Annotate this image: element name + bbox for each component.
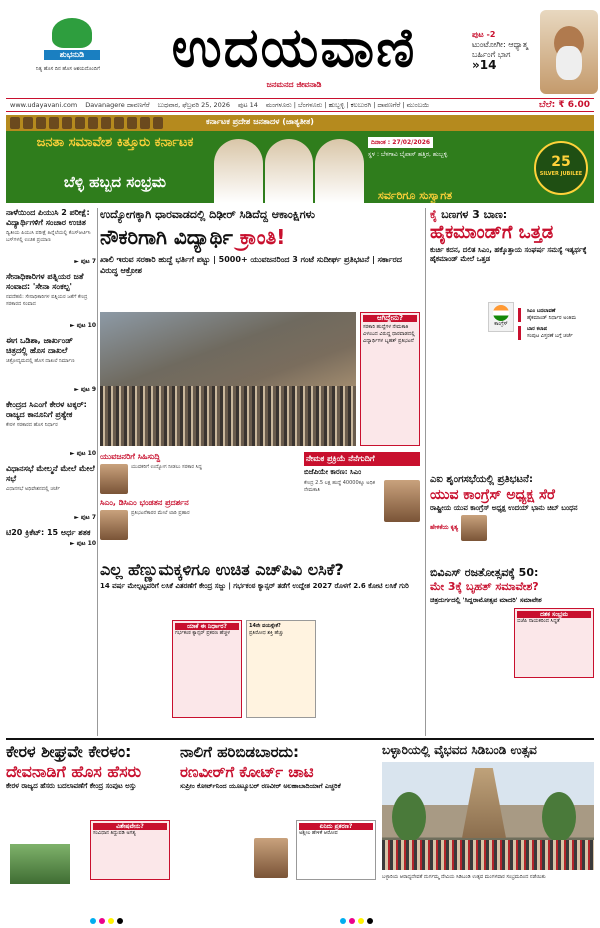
quote-heading: ಸಿಎಂ ಬದಲಾವಣೆ <box>527 308 556 314</box>
festival-photo <box>382 762 594 870</box>
ranveer-box-heading: ಏನಿದು ಪ್ರಕರಣ? <box>299 823 373 830</box>
ai-kicker: ಎಐ ಶೃಂಗಸಭೆಯಲ್ಲಿ ಪ್ರತಿಭಟನೆ: <box>430 474 533 485</box>
bvs-headline-accent: ಮೇ 3ಕ್ಕೆ ಬೃಹತ್ ಸಮಾವೇಶ? <box>430 580 539 593</box>
festival-caption: ಬಳ್ಳಾರಿಯ ಆರಾಧ್ಯದೇವತೆ ದುರ್ಗಮ್ಮ ದೇವಿಯ ಸಿಡಿಬಂಡಿ ಉತ್ಸವ ಮಂಗಳವಾರ ಸಂಭ್ರಮದಿಂದ ನಡೆಯಿತು <box>382 874 546 880</box>
ranveer-deck: ಸುಪ್ರೀಂ ಕೋರ್ಟ್‌ನಿಂದ ಯೂಟ್ಯೂಬರ್ ರಣವೀರ್ ಅಲಹಾಬಾದಿಯಾಗೆ ಎಚ್ಚರಿಕೆ <box>180 782 341 790</box>
brief-item[interactable] <box>6 208 96 266</box>
congress-logo <box>488 302 514 332</box>
brief-item[interactable] <box>6 528 96 548</box>
ad-date: ದಿನಾಂಕ : 27/02/2026 <box>368 137 433 148</box>
dateline <box>6 98 594 112</box>
kerala-headline-accent: ದೇವನಾಡಿಗೆ ಹೊಸ ಹೆಸರು <box>6 762 142 781</box>
sub-story-left[interactable] <box>100 452 300 546</box>
lead-deck: ಖಾಲಿ ಇರುವ ಸರಕಾರಿ ಹುದ್ದೆ ಭರ್ತಿಗೆ ಪಟ್ಟು | 5000+ ಯುವಜನರಿಂದ 3 ಗಂಟೆ ಸುದೀರ್ಘ ಪ್ರತಿಭಟನೆ | ಸರ್ಕಾರದ ವಿರುದ್ಧ ಆಕ್ರೋಶ <box>100 255 402 275</box>
congress-kicker-text: ಬಣಗಳ 3 ಬಾಣ: <box>441 208 508 221</box>
bvs-box-heading: ದಶಕ ಸಂಭ್ರಮ <box>517 611 591 618</box>
brief-headline: ಸೇನಾಧಿಕಾರಿಗಳ ಪತ್ನಿಯರ ಜತೆ ಸಂವಾದ: 'ಸೇನಾ ಸಂಕಲ್ಪ' <box>6 272 84 291</box>
cm-photo <box>384 480 420 522</box>
brief-page-link[interactable]: ► ಪುಟ 7 <box>74 258 96 265</box>
logo-tag: ಶುಭನುಡಿ <box>44 50 100 60</box>
brief-headline: ಈಗ ಒಡಿಶಾ, ಜಾರ್ಖಂಡ್ ಚಿತ್ರದಲ್ಲಿ ಹೊಸ ದಾಖಲೆ <box>6 336 73 355</box>
promo-label: ಪುಟ -2 <box>472 30 496 39</box>
brief-body: ದ್ವಿತೀಯ ಪಿಯುಸಿ ಪರೀಕ್ಷೆ ಹಿನ್ನೆಲೆಯಲ್ಲಿ ಕೆಎಸ್ಆರ್ಟಿಸಿ ಬಸ್‌ಗಳಲ್ಲಿ ಉಚಿತ ಪ್ರಯಾಣ <box>6 230 91 243</box>
kerala-box <box>90 820 170 880</box>
brief-body: ನವದೆಹಲಿ: ಸೇನಾಧಿಕಾರಿಗಳ ಪತ್ನಿಯರ ಜತೆಗೆ ಕೇಂದ್ರ ಸರಕಾರದ ಸಂವಾದ <box>6 294 88 307</box>
lead-sidebar <box>360 312 420 446</box>
lead-headline <box>100 224 420 250</box>
brief-page-link[interactable]: ► ಪುಟ 10 <box>70 322 96 329</box>
lead-story[interactable] <box>100 208 420 448</box>
promo-text: ಟುಂಟೋಗೀ: ಆಧ್ಯಾತ್ಮ ಬರ್ಹಿಂಗೆ ಭಾಗ <box>472 40 528 59</box>
bvs-box-body: ಬಿಜೆಪಿ ನಾಯಕರಿಂದ ಸಿದ್ಧತೆ <box>517 618 560 624</box>
silver-jubilee-badge <box>534 141 588 195</box>
sub-story-headline: ಸಿಎಂ, ಡಿಸಿಎಂ ಭಂಡತನ ಪ್ರದರ್ಶನ <box>100 498 189 507</box>
congress-story[interactable] <box>430 208 594 470</box>
person-photo <box>461 515 487 541</box>
brief-page-link[interactable]: ► ಪುಟ 10 <box>70 450 96 457</box>
hand-icon <box>493 305 509 321</box>
lead-kicker: ಉದ್ಯೋಗಕ್ಕಾಗಿ ಧಾರವಾಡದಲ್ಲಿ ದಿಢೀರ್ ಸಿಡಿದೆದ್ದ ಆಕಾಂಕ್ಷಿಗಳು <box>100 208 316 221</box>
briefs-column <box>6 208 96 735</box>
promo-box[interactable] <box>472 30 542 70</box>
kerala-photo <box>10 844 70 884</box>
ad-welcome: ಸರ್ವರಿಗೂ ಸುಸ್ವಾಗತ <box>378 189 453 202</box>
brief-body: ವಿಧಾನಸಭೆ ಅಧಿವೇಶನದಲ್ಲಿ ಚರ್ಚೆ <box>6 486 60 492</box>
hand-symbol: ಕೈ <box>430 208 438 221</box>
bvs-deck: ಚಿತ್ರದುರ್ಗದಲ್ಲಿ 'ಸಿದ್ದರಾಮೋತ್ಸವ ಮಾದರಿ' ಸಮಾವೇಶ <box>430 596 542 604</box>
brief-page-link[interactable]: ► ಪುಟ 10 <box>70 540 96 547</box>
ai-summit-story[interactable] <box>430 474 594 558</box>
sub-story-headline: ಯುವಜನರಿಗೆ ಸಿಹಿಸುದ್ದಿ <box>100 452 161 461</box>
bvs-headline: ಬಿವಿಎಸ್ ರಜತೋತ್ಸವಕ್ಕೆ 50: <box>430 566 539 579</box>
brief-item[interactable] <box>6 336 96 394</box>
brief-page-link[interactable]: ► ಪುಟ 7 <box>74 514 96 521</box>
hpv-box-2 <box>246 620 316 718</box>
masthead-title: ಉದಯವಾಣಿ <box>171 15 417 79</box>
masthead-tagline: ಜನಮನದ ಜೀವನಾಡಿ <box>266 80 322 89</box>
sidibandi-story[interactable] <box>382 742 594 928</box>
price: ಬೆಲೆ: ₹ 6.00 <box>538 100 590 110</box>
brief-body: ಚಿತ್ರೋದ್ಯಮದಲ್ಲಿ ಹೊಸ ದಾಖಲೆ ನಿರ್ಮಾಣ <box>6 358 75 364</box>
protest-photo <box>100 312 356 446</box>
ad-subtitle: ಬೆಳ್ಳಿ ಹಬ್ಬದ ಸಂಭ್ರಮ <box>63 173 167 191</box>
brief-headline: ನಾಳೆಯಿಂದ ಪಿಯುಸಿ 2 ಪರೀಕ್ಷೆ: ವಿದ್ಯಾರ್ಥಿಗಳಿಗೆ ಸಂಚಾರ ಉಚಿತ <box>6 208 90 227</box>
ai-headline: ಯುವ ಕಾಂಗ್ರೆಸ್ ಅಧ್ಯಕ್ಷ ಸೆರೆ <box>430 487 555 503</box>
sub-story-body: ಪ್ರತಿಭಟನೆಕಾರರ ಮೇಲೆ ಲಾಠಿ ಪ್ರಹಾರ <box>131 510 190 516</box>
jubilee-label: SILVER JUBILEE <box>539 171 583 177</box>
hpv-box-body: ಗರ್ಭಕಂಠ ಕ್ಯಾನ್ಸರ್ ಪ್ರಕರಣ ಹೆಚ್ಚಳ <box>175 630 230 636</box>
sidibandi-headline: ಬಳ್ಳಾರಿಯಲ್ಲಿ ವೈಭವದ ಸಿಡಿಬಂಡಿ ಉತ್ಸವ <box>382 743 537 757</box>
kerala-box-heading: ವಿಶೇಷವೇನು? <box>93 823 167 830</box>
registration-marks <box>340 918 373 924</box>
ad-party: ಕರ್ನಾಟಕ ಪ್ರದೇಶ ಜನತಾದಳ (ಜಾತ್ಯತೀತ) <box>206 117 314 126</box>
jds-ad-banner[interactable] <box>6 115 594 203</box>
congress-kicker <box>430 208 594 222</box>
hpv-deck: 14 ವರ್ಷ ಮೇಲ್ಪಟ್ಟವರಿಗೆ ಲಸಿಕೆ ವಿತರಣೆಗೆ ಕೇಂದ್ರ ಸಜ್ಜು | ಗರ್ಭಕಂಠ ಕ್ಯಾನ್ಸರ್ ತಡೆಗೆ ಉದ್ದೇಶ 2027 ರೊಳಗೆ 2.6 ಕೋಟಿ ಲಸಿಕೆ ಗುರಿ <box>100 582 409 590</box>
ai-deck: ರಾಷ್ಟ್ರೀಯ ಯುವ ಕಾಂಗ್ರೆಸ್ ಅಧ್ಯಕ್ಷ ಉದಯ್ ಭಾನು ಚಿಬ್ ಬಂಧನ <box>430 504 578 512</box>
bvs-box <box>514 608 594 678</box>
hpv-box <box>172 620 242 718</box>
kerala-headline: ಕೇರಳ ಶೀಘ್ರವೇ ಕೇರಳಂ: <box>6 742 132 761</box>
tree-icon <box>52 18 92 48</box>
sub-story-deck: ಬಿಜೆಪಿಯೇ ಕಾರಣ: ಸಿಎಂ <box>304 468 362 476</box>
person-photo <box>100 464 128 494</box>
ranveer-photo <box>254 838 288 878</box>
brief-item[interactable] <box>6 464 96 522</box>
ad-title: ಜನತಾ ಸಮಾವೇಶ ಕಿತ್ತೂರು ಕರ್ನಾಟಕ <box>36 135 194 150</box>
leaders-photo <box>214 133 364 203</box>
ranveer-headline-accent: ರಣವೀರ್‌ಗೆ ಕೋರ್ಟ್ ಚಾಟಿ <box>180 763 314 781</box>
slogan: ನಿತ್ಯ ಹೊಸ ದಿನ ಹೊಸ ಆಶಯದೊಂದಿಗೆ <box>36 66 100 72</box>
page-count: ಪುಟ 14 <box>238 100 258 109</box>
promo-photo <box>540 10 598 94</box>
quote-text: ಹೈಕಮಾಂಡ್ ನಿರ್ಧಾರ ಅಂತಿಮ <box>527 315 577 321</box>
website[interactable]: www.udayavani.com <box>10 101 78 109</box>
promo-page: 14 <box>479 58 497 72</box>
ad-venue: ಸ್ಥಳ : ಬೆಳಗಾವಿ ಬೈಪಾಸ್ ಹತ್ತಿರ, ಹುಬ್ಬಳ್ಳಿ <box>368 151 448 158</box>
hpv-story[interactable] <box>100 560 420 736</box>
hpv-box2-heading: 14ನೇ ವಯಸ್ಸೇಕೆ? <box>249 623 281 629</box>
congress-headline: ಹೈಕಮಾಂಡ್‌ಗೆ ಒತ್ತಡ <box>430 222 554 243</box>
person-photo <box>100 510 128 540</box>
chevron-right-icon: » <box>472 58 480 72</box>
sub-story-right[interactable] <box>304 452 420 546</box>
sub-story-body: ಯುವಕರಿಗೆ ಉದ್ಯೋಗ ನೀಡಲು ಸರಕಾರ ಸಿದ್ಧ <box>131 464 202 470</box>
brief-item[interactable] <box>6 272 96 330</box>
ranveer-headline: ನಾಲಿಗೆ ಹರಿಬಿಡಬಾರದು: <box>180 743 300 761</box>
kerala-deck: ಕೇರಳ ರಾಜ್ಯದ ಹೆಸರು ಬದಲಾವಣೆಗೆ ಕೇಂದ್ರ ಸಂಪುಟ ಅಸ್ತು <box>6 782 137 790</box>
hpv-box-heading: ಯಾಕೆ ಈ ನಿರ್ಧಾರ? <box>175 623 239 630</box>
ranveer-box <box>296 820 376 880</box>
ranveer-story[interactable] <box>180 742 378 928</box>
shubhanudi-logo <box>44 18 100 62</box>
editions-list: ಮಂಗಳೂರು | ಬೆಂಗಳೂರು | ಹುಬ್ಬಳ್ಳಿ | ಕಲಬುರಗಿ | ದಾವಣಗೆರೆ | ಮುಂಬಯಿ <box>265 100 430 109</box>
bvs-story[interactable] <box>430 566 594 736</box>
ranveer-box-body: ಅಶ್ಲೀಲ ಹೇಳಿಕೆ ಆರೋಪ <box>299 830 338 836</box>
sidebar-body: ಸರಕಾರಿ ಹುದ್ದೆಗಳ ನೇಮಕಾತಿ ವಿಳಂಬದ ವಿರುದ್ಧ ಧಾರವಾಡದಲ್ಲಿ ವಿದ್ಯಾರ್ಥಿಗಳ ಬೃಹತ್ ಪ್ರತಿಭಟನೆ <box>363 324 415 344</box>
sub-story-body: ಕೇಂದ್ರ 2.5 ಲಕ್ಷ ಹುದ್ದೆ 40000ಕ್ಕೂ ಅಧಿಕ ನೇಮಕಾತಿ <box>304 480 375 493</box>
edition: Davanagere ದಾವಣಗೆರೆ <box>85 100 150 109</box>
ad-info <box>368 137 528 159</box>
congress-deck: ಕುರ್ಚಿ ಕದನ, ದಲಿತ ಸಿಎಂ, ಹಕ್ಕೊತ್ತಾಯ ಸಂಘರ್ಷ ಸಮಸ್ಯೆ ಇತ್ಯರ್ಥಕ್ಕೆ ಹೈಕಮಾಂಡ್ ಮೇಲೆ ಒತ್ತಡ <box>430 246 587 263</box>
ai-box-label: ಹೇಳಿಕೆಯ ಕೃತ್ಯ <box>430 524 459 531</box>
issue-date: ಬುಧವಾರ, ಫೆಬ್ರವರಿ 25, 2026 <box>157 100 231 109</box>
registration-marks <box>90 918 123 924</box>
masthead <box>0 0 600 96</box>
jubilee-number: 25 <box>551 154 571 170</box>
brief-body: ಕೇರಳ ಸರಕಾರದ ಹೊಸ ನಿರ್ಧಾರ <box>6 422 58 428</box>
brief-page-link[interactable]: ► ಪುಟ 9 <box>74 386 96 393</box>
lead-headline-text: ನೌಕರಿಗಾಗಿ ವಿದ್ಯಾರ್ಥಿ <box>100 225 233 249</box>
quotes <box>518 308 594 470</box>
brief-headline: ಕೇಂದ್ರದ ಸಿಎಂಗೆ ಕೇರಳ ಟಕ್ಕರ್: ರಾಜ್ಯದ ಕಾನೂನಿಗೆ ಪ್ರತ್ಯೇಕ <box>6 400 87 419</box>
kerala-story[interactable] <box>6 742 176 928</box>
brief-headline: ವಿಧಾನಸಭೆ ಮೇಲ್ಮನೆ ಮೇಲೆ ಮೇಲೆ ಸಭೆ <box>6 464 95 483</box>
quote-heading: ಬಾರ ಕಲಾಪ <box>527 326 548 332</box>
sidebar-heading: ಆಗಿದ್ದೇನು? <box>363 315 417 322</box>
lead-headline-accent: ಕ್ರಾಂತಿ! <box>239 225 286 249</box>
brief-headline: ಟಿ20 ಕ್ರಿಕೆಟ್: 15 ಅರ್ಧ ಶತಕ <box>6 528 91 537</box>
quote-text: ಸಂಪುಟ ವಿಸ್ತರಣೆ ಬಗ್ಗೆ ಚರ್ಚೆ <box>527 333 573 339</box>
sub-story-bar: ನೇಮಕ ಪ್ರಕ್ರಿಯೆ ನೆನೆಗುದಿಗೆ <box>304 452 420 466</box>
hpv-headline: ಎಲ್ಲ ಹೆಣ್ಣುಮಕ್ಕಳಿಗೂ ಉಚಿತ ಎಚ್‌ಪಿವಿ ಲಸಿಕೆ? <box>100 560 344 579</box>
hpv-box2-body: ಪ್ರತಿರೋಧ ಶಕ್ತಿ ಹೆಚ್ಚು <box>249 630 284 636</box>
kerala-box-body: ಸಂವಿಧಾನ ತಿದ್ದುಪಡಿ ಅಗತ್ಯ <box>93 830 136 836</box>
logo-text: ಕಾಂಗ್ರೆಸ್ <box>494 321 508 327</box>
brief-item[interactable] <box>6 400 96 458</box>
